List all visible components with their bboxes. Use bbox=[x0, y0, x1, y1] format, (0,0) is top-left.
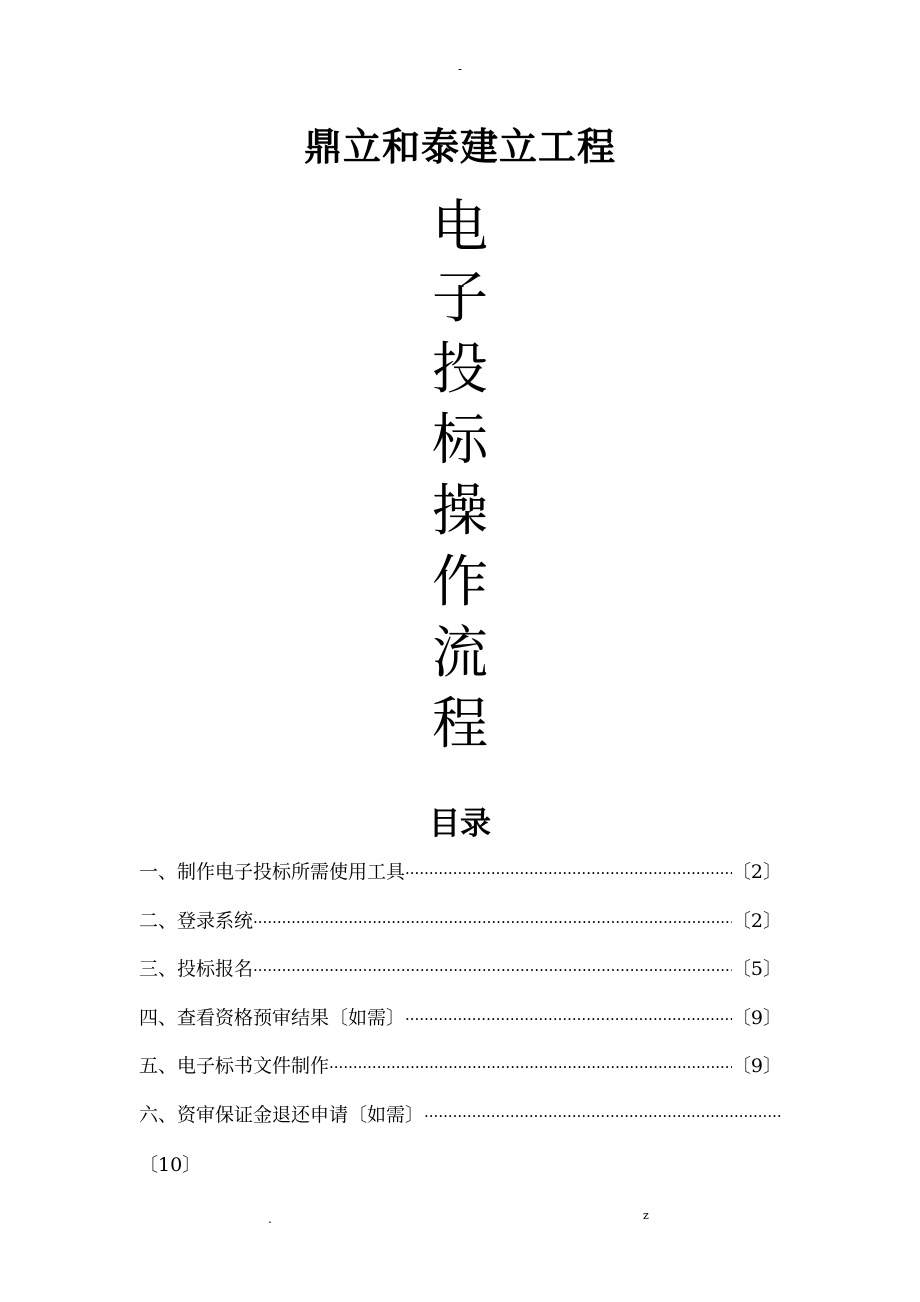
toc-item-page: 〔2〕 bbox=[731, 909, 782, 932]
toc-leader-dots bbox=[253, 900, 732, 944]
toc-heading: 目录 bbox=[429, 806, 491, 842]
toc-item-label: 四、查看资格预审结果〔如需〕 bbox=[139, 1006, 406, 1029]
title-char: 投 bbox=[432, 337, 488, 402]
toc-leader-dots bbox=[329, 1045, 732, 1089]
toc-item[interactable] bbox=[139, 1093, 782, 1142]
toc-item[interactable] bbox=[139, 1044, 782, 1093]
toc-leader-dots bbox=[405, 851, 732, 895]
title-char: 作 bbox=[432, 550, 488, 615]
toc-item-label: 六、资审保证金退还申请〔如需〕 bbox=[139, 1103, 425, 1126]
toc-leader-dots bbox=[405, 997, 732, 1041]
toc-item-label: 五、电子标书文件制作 bbox=[139, 1055, 330, 1077]
toc-leader-dots bbox=[253, 948, 732, 992]
toc-item-page: 〔5〕 bbox=[731, 958, 782, 980]
title-char: 电 bbox=[432, 195, 488, 260]
toc-item-label: 二、登录系统 bbox=[139, 909, 254, 932]
toc-item[interactable] bbox=[139, 996, 782, 1045]
title-char: 标 bbox=[432, 408, 488, 473]
title-char: 子 bbox=[432, 266, 488, 331]
toc-item-label: 三、投标报名 bbox=[139, 958, 254, 980]
title-char: 程 bbox=[432, 692, 488, 757]
toc-item-label: 一、制作电子投标所需使用工具 bbox=[139, 861, 406, 883]
title-char: 操 bbox=[432, 479, 488, 544]
toc-item-page: 〔9〕 bbox=[731, 1006, 782, 1029]
title-char: 流 bbox=[432, 621, 488, 686]
toc-leader-dots bbox=[424, 1094, 782, 1138]
toc-item[interactable] bbox=[139, 947, 782, 996]
toc-item-page: 〔9〕 bbox=[731, 1055, 782, 1077]
toc-item[interactable] bbox=[139, 850, 782, 899]
table-of-contents bbox=[139, 850, 782, 1141]
company-title: 鼎立和泰建立工程 bbox=[303, 125, 616, 169]
header-mark: - bbox=[457, 62, 463, 76]
footer-mark-left: . bbox=[268, 1212, 272, 1226]
document-title-vertical bbox=[0, 192, 920, 760]
footer-mark-right: z bbox=[643, 1209, 649, 1222]
toc-item[interactable] bbox=[139, 899, 782, 948]
toc-item-page: 〔2〕 bbox=[731, 861, 782, 883]
toc-item-page-wrapped: 〔10〕 bbox=[139, 1154, 202, 1176]
